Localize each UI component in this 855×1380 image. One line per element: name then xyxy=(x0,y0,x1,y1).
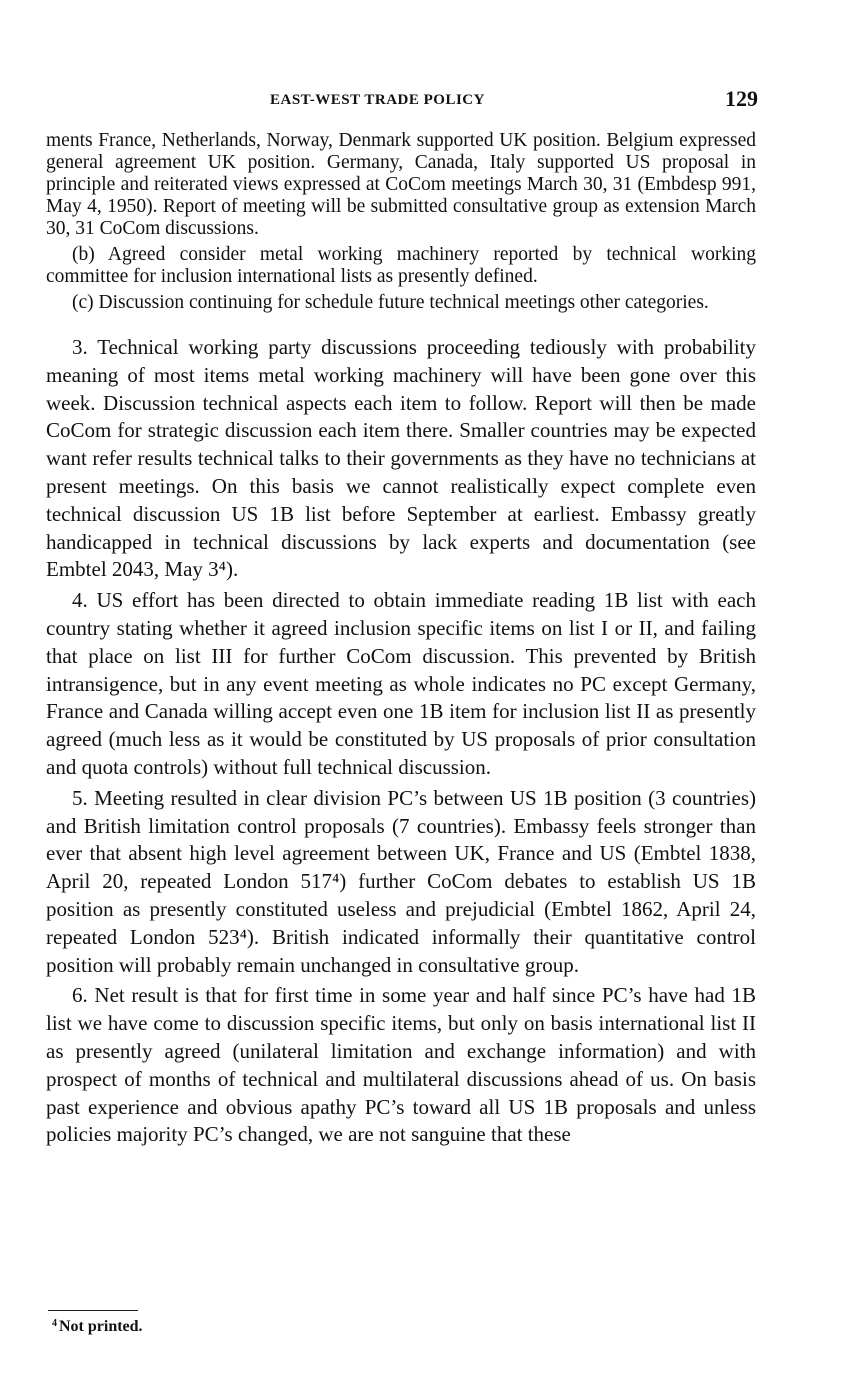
footnote-text: Not printed. xyxy=(59,1318,143,1335)
footnote-marker: 4 xyxy=(52,1318,57,1329)
body-text xyxy=(46,130,756,1149)
paragraph-continuation: ments France, Netherlands, Norway, Denmark supported UK position. Belgium expressed general agreement UK position. Germany, Canada, Italy supported US proposal in principle and reiterated views expressed at CoCom meetings March 30, 31 (Embdesp 991, May 4, 1950). Report of meeting will be submitted consultative group as extension March 30, 31 CoCom discussions. xyxy=(46,130,756,239)
paragraph-b: (b) Agreed consider metal working machinery reported by technical working committee for inclusion international lists as presently defined. xyxy=(46,244,756,287)
footnote xyxy=(52,1318,143,1336)
paragraph-3: 3. Technical working party discussions proceeding tediously with probability meaning of most items metal working machinery will have been gone over this week. Discussion technical aspects each item to follow. Report will then be made CoCom for strategic discussion each item there. Smaller countries may be expected want refer results technical talks to their governments as they have no technicians at present meetings. On this basis we cannot realistically expect complete even technical discussion US 1B list before September at earliest. Embassy greatly handicapped in technical discussions by lack experts and documentation (see Embtel 2043, May 3⁴). xyxy=(46,335,756,582)
page-header xyxy=(48,86,758,118)
paragraph-4: 4. US effort has been directed to obtain immediate reading 1B list with each country stating whether it agreed inclusion specific items on list I or II, and failing that place on list III for further CoCom discussion. This prevented by British intransigence, but in any event meeting as whole indicates no PC except Germany, France and Canada willing accept even one 1B item for inclusion list II as presently agreed (much less as it would be constituted by US proposals of prior consultation and quota controls) without full technical discussion. xyxy=(46,588,756,779)
page-number: 129 xyxy=(725,86,758,111)
running-head: EAST-WEST TRADE POLICY xyxy=(270,92,485,108)
paragraph-5: 5. Meeting resulted in clear division PC’s between US 1B position (3 countries) and British limitation control proposals (7 countries). Embassy feels stronger than ever that absent high level agreement between UK, France and US (Embtel 1838, April 20, repeated London 517⁴) further CoCom debates to establish US 1B position as presently constituted useless and prejudicial (Embtel 1862, April 24, repeated London 523⁴). British indicated informally their quantitative control position will probably remain unchanged in consultative group. xyxy=(46,785,756,977)
footnote-divider xyxy=(48,1310,138,1311)
paragraph-6: 6. Net result is that for first time in some year and half since PC’s have had 1B list we have come to discussion specific items, but only on basis international list II as presently agreed (unilateral limitation and exchange information) and with prospect of months of technical and multilateral discussions ahead of us. On basis past experience and obvious apathy PC’s toward all US 1B proposals and unless policies majority PC’s changed, we are not sanguine that these xyxy=(46,983,756,1147)
paragraph-c: (c) Discussion continuing for schedule future technical meetings other categories. xyxy=(72,292,709,313)
